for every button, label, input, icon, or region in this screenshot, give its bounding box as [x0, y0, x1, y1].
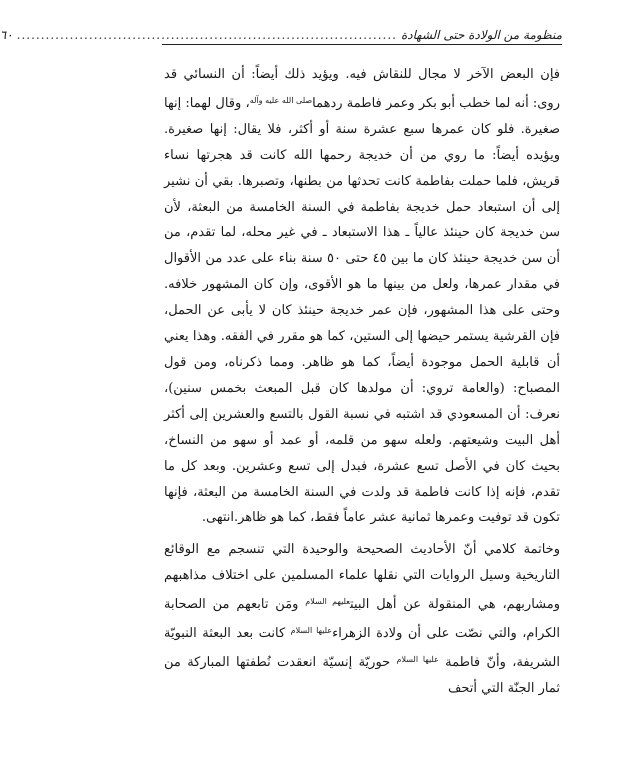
- paragraph-2-text-a: وخاتمة كلامي أنّ الأحاديث الصحيحة والوحيدة التي تنسجم مع الوقائع التاريخية وسيل الروايات التي نقلها علماء المسلمين على اختلاف مذاهبهم ومشاربهم، هي المنقولة عن أهل البيت: [164, 542, 561, 613]
- paragraph-2-text-b: ومَن تابعهم من الصحابة الكرام، والتي نصّت على أن ولادة الزهراء: [164, 597, 561, 642]
- body-text: [164, 62, 560, 702]
- paragraph-1: [164, 62, 560, 531]
- paragraph-1-text-b: ، وقال لهما: إنها صغيرة. فلو كان عمرها سبع عشرة سنة أو أكثر، فلا يقال: إنها صغيرة. ويؤيده أيضاً: ما روي من أن خديجة رحمها الله كانت قد هجرتها نساء قريش، فلما حملت بفاطمة كانت تحدثها من بطنها، وتصبرها. بقي أن نشير إلى أن استبعاد حمل خديجة بفاطمة في السنة الخامسة من البعثة، لأن سن خديجة كان حينئذ عالياً ـ هذا الاستبعاد ـ في غير محله، لما تقدم، من أن سن خديجة حينئذ كان ما بين ٤٥ حتى ٥٠ سنة بناء على عدد من الأقوال في مقدار عمرها، ولعل من بينها ما هو الأقوى، وإن كان المشهور خلافه. وحتى على هذا المشهور، فإن عمر خديجة حينئذ كان لا يأبى عن الحمل، فإن القرشية يستمر حيضها إلى الستين، كما هو مقرر في الفقه. وهذا يعني أن قابلية الحمل موجودة أيضاً، كما هو ظاهر. ومما ذكرناه، ومن قول المصباح: (والعامة تروي: أن مولدها كان قبل المبعث بخمس سنين)، نعرف: أن المسعودي قد اشتبه في نسبة القول بالتسع والعشرين إلى أكثر أهل البيت وشيعتهم. ولعله سهو من قلمه، أو عمد أو سهو من النساخ، بحيث كان في الأصل تسع عشرة، فبدل إلى تسع وعشرين. وبعد كل ما تقدم، فإنه إذا كانت فاطمة قد ولدت في السنة الخامسة من البعثة، فإنها تكون قد توفيت وعمرها ثمانية عشر عاماً فقط، كما هو ظاهر.انتهى.: [164, 95, 561, 526]
- honorific-symbol: صلى الله عليه وآله: [249, 95, 313, 105]
- paragraph-2-text-d: حوريّة إنسيّة انعقدت نُطفتها المباركة من ثمار الجنّة التي أتحف: [164, 654, 560, 696]
- header-title: منظومة من الولادة حتى الشهادة: [401, 28, 562, 42]
- running-header: [0, 20, 562, 42]
- paragraph-2: [164, 537, 560, 701]
- honorific-symbol: عليها السلام: [396, 654, 439, 664]
- header-leader-dots: ...............................................................................: [16, 28, 397, 42]
- page-number: ٦٠: [0, 28, 13, 42]
- header-divider: [162, 44, 562, 45]
- paragraph-1-text-a: فإن البعض الآخر لا مجال للنقاش فيه. ويؤيد ذلك أيضاً: أن النسائي قد روى: أنه لما خطب أبو بكر وعمر فاطمة ردهما: [164, 67, 560, 111]
- honorific-symbol: عليها السلام: [290, 626, 333, 636]
- honorific-symbol: عليهم السلام: [305, 597, 351, 607]
- paragraph-2-text-c: كانت بعد البعثة النبويّة الشريفة، وأنّ فاطمة: [164, 626, 560, 670]
